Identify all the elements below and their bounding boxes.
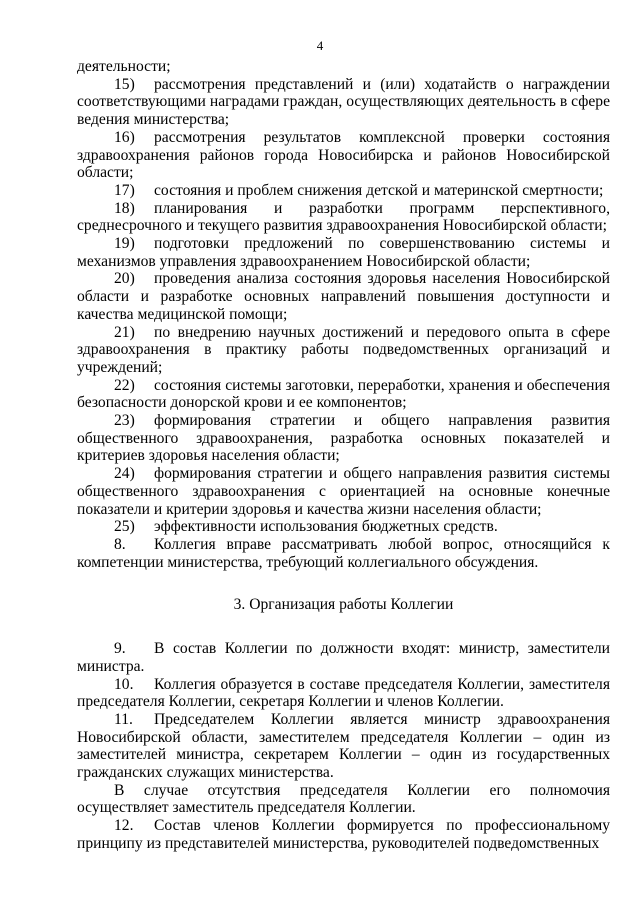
- paragraph: [77, 518, 610, 536]
- paragraph-number: 15): [114, 75, 135, 93]
- paragraph: [77, 817, 610, 852]
- page-number: 4: [316, 38, 324, 53]
- paragraph-number: 19): [114, 235, 135, 253]
- paragraph: [77, 465, 610, 518]
- paragraph-text: рассмотрения результатов комплексной проверки состояния здравоохранения районов города Новосибирска и районов Новосибирской области;: [77, 128, 610, 182]
- section-heading: 3. Организация работы Коллегии: [233, 596, 454, 614]
- paragraph-number: 20): [114, 270, 135, 288]
- paragraph: [77, 782, 610, 817]
- paragraph-number: 25): [114, 518, 135, 536]
- paragraph-number: 18): [114, 199, 135, 217]
- paragraph-number: 24): [114, 465, 135, 483]
- paragraph: [77, 536, 610, 571]
- paragraph-number: 16): [114, 128, 135, 146]
- paragraph-text: рассмотрения представлений и (или) ходатайств о награждении соответствующими наградами граждан, осуществляющих деятельность в сфере ведения министерства;: [77, 75, 610, 129]
- paragraph: [77, 676, 610, 711]
- paragraph-text: формирования стратегии и общего направления развития системы общественного здравоохранения с ориентацией на основные конечные показатели и критерии здоровья и качества жизни населения области;: [77, 465, 610, 518]
- paragraph-number: 12.: [114, 817, 134, 835]
- paragraph-number: 10.: [114, 675, 134, 693]
- paragraph-text: Коллегия вправе рассматривать любой вопрос, относящийся к компетенции министерства, требующий коллегиального обсуждения.: [77, 535, 610, 571]
- paragraph-number: 11.: [114, 710, 133, 728]
- paragraph-text: формирования стратегии и общего направления развития общественного здравоохранения, разработка основных показателей и критериев здоровья населения области;: [77, 412, 610, 465]
- paragraph-number: 9.: [114, 640, 126, 658]
- paragraph-number: 21): [114, 323, 135, 341]
- paragraph-text: состояния и проблем снижения детской и материнской смертности;: [154, 181, 604, 199]
- paragraph: [77, 76, 610, 129]
- paragraph: [77, 711, 610, 782]
- paragraph-text: деятельности;: [77, 58, 171, 75]
- paragraph: [77, 640, 610, 675]
- paragraph-number: 22): [114, 376, 135, 394]
- paragraph: [77, 129, 610, 182]
- paragraph-text: Коллегия образуется в составе председателя Коллегии, заместителя председателя Коллегии, секретаря Коллегии и членов Коллегии.: [77, 675, 610, 711]
- paragraph: [77, 182, 610, 200]
- document-body: [77, 58, 610, 853]
- paragraph-text: подготовки предложений по совершенствованию системы и механизмов управления здравоохранением Новосибирской области;: [77, 235, 610, 270]
- paragraph: [77, 235, 610, 270]
- paragraph: [77, 270, 610, 323]
- paragraph-text: Состав членов Коллегии формируется по профессиональному принципу из представителей министерства, руководителей подведомственных: [77, 817, 610, 852]
- paragraph-text: В случае отсутствия председателя Коллегии его полномочия осуществляет заместитель председателя Коллегии.: [77, 781, 610, 817]
- paragraph: [77, 412, 610, 465]
- paragraph-text: планирования и разработки программ перспективного, среднесрочного и текущего развития здравоохранения Новосибирской области;: [77, 199, 610, 235]
- paragraph-text: по внедрению научных достижений и передового опыта в сфере здравоохранения в практику работы подведомственных организаций и учреждений;: [77, 323, 610, 376]
- paragraph-text: Председателем Коллегии является министр здравоохранения Новосибирской области, заместителем председателя Коллегии – один из заместителей министра, секретарем Коллегии – один из государственных гражданских служащих министерства.: [77, 710, 610, 782]
- paragraph-list-top: [77, 58, 610, 571]
- paragraph-text: эффективности использования бюджетных средств.: [154, 518, 498, 536]
- paragraph: [77, 324, 610, 377]
- paragraph: [77, 200, 610, 235]
- paragraph-number: 17): [114, 181, 135, 199]
- paragraph: [77, 377, 610, 412]
- paragraph-list-bottom: [77, 640, 610, 852]
- paragraph-text: состояния системы заготовки, переработки, хранения и обеспечения безопасности донорской крови и ее компонентов;: [77, 376, 610, 412]
- paragraph: [77, 58, 610, 76]
- paragraph-number: 8.: [114, 535, 126, 553]
- paragraph-number: 23): [114, 412, 135, 430]
- paragraph-text: проведения анализа состояния здоровья населения Новосибирской области и разработке основных направлений повышения доступности и качества медицинской помощи;: [77, 270, 610, 323]
- paragraph-text: В состав Коллегии по должности входят: министр, заместители министра.: [77, 640, 610, 675]
